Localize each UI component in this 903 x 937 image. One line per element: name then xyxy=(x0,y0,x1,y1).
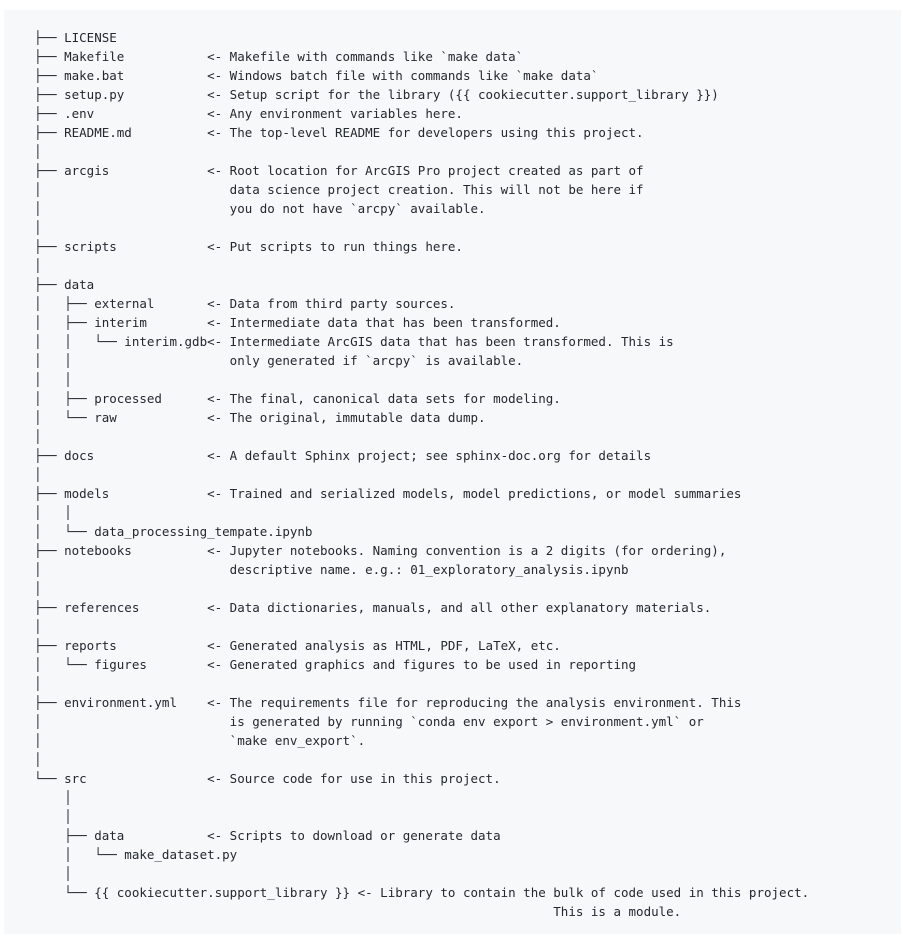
directory-tree xyxy=(34,28,901,921)
tree-line: ├── make.bat <- Windows batch file with commands like `make data` xyxy=(34,68,599,83)
tree-line: │ xyxy=(34,144,42,159)
tree-line: ├── Makefile <- Makefile with commands like `make data` xyxy=(34,49,524,64)
tree-line: ├── README.md <- The top-level README for developers using this project. xyxy=(34,125,644,140)
tree-line: ├── LICENSE xyxy=(34,30,117,45)
tree-line: ├── docs <- A default Sphinx project; see sphinx-doc.org for details xyxy=(34,448,652,463)
tree-line: │ xyxy=(34,619,42,634)
tree-line: ├── environment.yml <- The requirements file for reproducing the analysis environment. This xyxy=(34,695,742,710)
tree-line: This is a module. xyxy=(34,904,682,919)
tree-line: ├── data <- Scripts to download or generate data xyxy=(34,828,501,843)
tree-line: │ xyxy=(34,676,42,691)
tree-line: │ ├── interim <- Intermediate data that has been transformed. xyxy=(34,315,561,330)
tree-line: │ │ └── interim.gdb<- Intermediate ArcGIS data that has been transformed. This is xyxy=(34,334,674,349)
tree-line: │ xyxy=(34,581,42,596)
tree-line: │ xyxy=(34,790,72,805)
tree-line: │ xyxy=(34,752,42,767)
tree-line: │ └── figures <- Generated graphics and figures to be used in reporting xyxy=(34,657,637,672)
tree-line: │ xyxy=(34,220,42,235)
tree-line: ├── scripts <- Put scripts to run things here. xyxy=(34,239,463,254)
tree-line: │ xyxy=(34,809,72,824)
tree-line: ├── .env <- Any environment variables here. xyxy=(34,106,463,121)
tree-line: │ │ only generated if `arcpy` is available. xyxy=(34,353,524,368)
tree-line: └── {{ cookiecutter.support_library }} <- Library to contain the bulk of code used in this project. xyxy=(34,885,810,900)
tree-line: │ xyxy=(34,429,42,444)
tree-line: │ └── raw <- The original, immutable data dump. xyxy=(34,410,486,425)
tree-line: ├── notebooks <- Jupyter notebooks. Naming convention is a 2 digits (for ordering), xyxy=(34,543,727,558)
tree-line: │ is generated by running `conda env export > environment.yml` or xyxy=(34,714,704,729)
tree-line: │ │ xyxy=(34,372,72,387)
tree-line: │ xyxy=(34,866,72,881)
tree-line: ├── data xyxy=(34,277,95,292)
tree-line: ├── models <- Trained and serialized models, model predictions, or model summaries xyxy=(34,486,742,501)
tree-line: │ xyxy=(34,467,42,482)
tree-line: │ │ xyxy=(34,505,72,520)
tree-line: │ descriptive name. e.g.: 01_exploratory_analysis.ipynb xyxy=(34,562,629,577)
tree-line: │ └── data_processing_tempate.ipynb xyxy=(34,524,313,539)
tree-line: │ ├── processed <- The final, canonical data sets for modeling. xyxy=(34,391,561,406)
directory-tree-code-block xyxy=(4,10,901,934)
tree-line: │ `make env_export`. xyxy=(34,733,366,748)
tree-line: ├── reports <- Generated analysis as HTML, PDF, LaTeX, etc. xyxy=(34,638,561,653)
tree-line: ├── references <- Data dictionaries, manuals, and all other explanatory materials. xyxy=(34,600,712,615)
tree-line: │ ├── external <- Data from third party sources. xyxy=(34,296,456,311)
tree-line: │ you do not have `arcpy` available. xyxy=(34,201,486,216)
tree-line: ├── setup.py <- Setup script for the library ({{ cookiecutter.support_library }}) xyxy=(34,87,719,102)
tree-line: └── src <- Source code for use in this project. xyxy=(34,771,501,786)
tree-line: ├── arcgis <- Root location for ArcGIS Pro project created as part of xyxy=(34,163,644,178)
tree-line: │ data science project creation. This will not be here if xyxy=(34,182,644,197)
tree-line: │ xyxy=(34,258,42,273)
tree-line: │ └── make_dataset.py xyxy=(34,847,238,862)
